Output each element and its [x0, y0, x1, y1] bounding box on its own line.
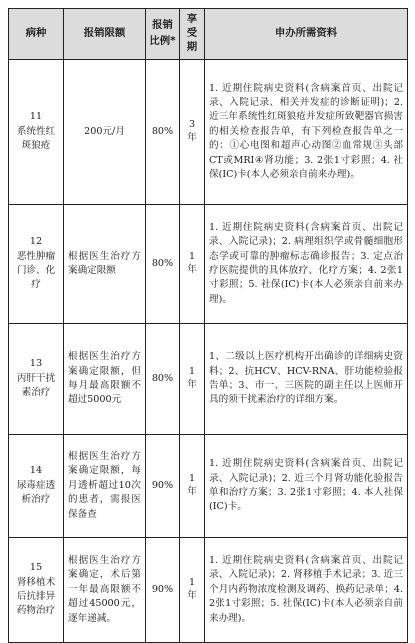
table-row: [9, 60, 408, 205]
limit-cell: 根据医生治疗方案确定限额，但每月最高限额不超过5000元: [64, 324, 146, 435]
row-number: 11: [29, 111, 43, 123]
reimbursement-table: [8, 8, 408, 643]
limit-cell: 根据医生治疗方案确定限额: [64, 205, 146, 324]
header-ratio: 报销比例*: [146, 9, 180, 60]
disease-cell: [9, 205, 64, 324]
term-cell: [180, 205, 205, 324]
header-disease: 病种: [9, 9, 64, 60]
table-body: [9, 60, 408, 643]
limit-cell: 根据医生治疗方案确定，术后第一年最高限额不超过45000元，逐年递减。: [64, 538, 146, 643]
disease-cell: [9, 60, 64, 205]
ratio-cell: 90%: [146, 435, 180, 538]
table-header: [9, 9, 408, 60]
disease-name: 系统性红斑狼疮: [16, 125, 56, 152]
header-limit: 报销限额: [64, 9, 146, 60]
docs-cell: 1. 近期住院病史资料(含病案首页、出院记录、入院记录)；2. 病理组织学或骨髓细胞形态学或可靠的肿瘤标志确诊报告；3. 定点治疗医院提供的具体放疗、化疗方案；4. 2张1寸彩照；5. 社保(IC)卡(本人必须亲自前来办理)。: [205, 205, 408, 324]
disease-name: 恶性肿瘤门诊、化疗: [16, 250, 56, 291]
row-number: 12: [29, 236, 43, 248]
header-term-text: 享受期: [186, 13, 198, 54]
limit-cell: 根据医生治疗方案确定限额，每月透析超过10次的患者，需报医保备查: [64, 435, 146, 538]
table-row: [9, 324, 408, 435]
ratio-cell: 90%: [146, 538, 180, 643]
header-term: [180, 9, 205, 60]
ratio-cell: 80%: [146, 205, 180, 324]
docs-cell: 1. 近期住院病史资料(含病案首页、出院记录、入院记录、相关并发症的诊断证明)；2. 近三年系统性红斑狼疮并发症所致靶器官损害的相关检查报告单，有下列检查报告单之一的：①心电图和超声心动图②血常规③头部CT或MRI④肾功能；3. 2张1寸彩照；4. 社保(IC)卡(本人必须亲自前来办理)。: [205, 60, 408, 205]
ratio-cell: 80%: [146, 60, 180, 205]
table-row: [9, 205, 408, 324]
header-row: [9, 9, 408, 60]
docs-cell: 1、二级以上医疗机构开出确诊的详细病史资料；2、抗HCV、HCV-RNA、肝功能检验报告单；3、市一、三医院的副主任以上医师开具的须干扰素治疗的详细方案。: [205, 324, 408, 435]
limit-cell: 200元/月: [64, 60, 146, 205]
term-cell: [180, 324, 205, 435]
row-number: 14: [29, 465, 43, 477]
disease-cell: [9, 538, 64, 643]
term-text: 3年: [187, 118, 197, 143]
table-row: [9, 435, 408, 538]
disease-cell: [9, 324, 64, 435]
ratio-cell: 80%: [146, 324, 180, 435]
docs-cell: 1. 近期住院病史资料(含病案首页、出院记录、入院记录)；2. 近三个月肾功能化验报告单和治疗方案；3. 2张1寸彩照；4. 本人社保(IC)卡。: [205, 435, 408, 538]
disease-name: 尿毒症透析治疗: [16, 479, 56, 506]
term-text: 1年: [187, 250, 197, 275]
disease-cell: [9, 435, 64, 538]
term-text: 1年: [187, 576, 197, 601]
docs-cell: 1. 近期住院病史资料(含病案首页、出院记录、入院记录)；2. 肾移植手术记录；3. 近三个月内药物浓度检测及调药、换药记录单；4. 2张1寸彩照；5. 社保(IC)卡(本人必须亲自前来办理)。: [205, 538, 408, 643]
disease-name: 丙肝干扰素治疗: [16, 372, 56, 399]
disease-name: 肾移植术后抗排异药物治疗: [16, 576, 56, 617]
table-row: [9, 538, 408, 643]
term-text: 1年: [187, 365, 197, 390]
term-cell: [180, 538, 205, 643]
row-number: 15: [29, 562, 43, 574]
header-docs: 申办所需资料: [205, 9, 408, 60]
term-text: 1年: [187, 472, 197, 497]
term-cell: [180, 435, 205, 538]
term-cell: [180, 60, 205, 205]
row-number: 13: [29, 358, 43, 370]
